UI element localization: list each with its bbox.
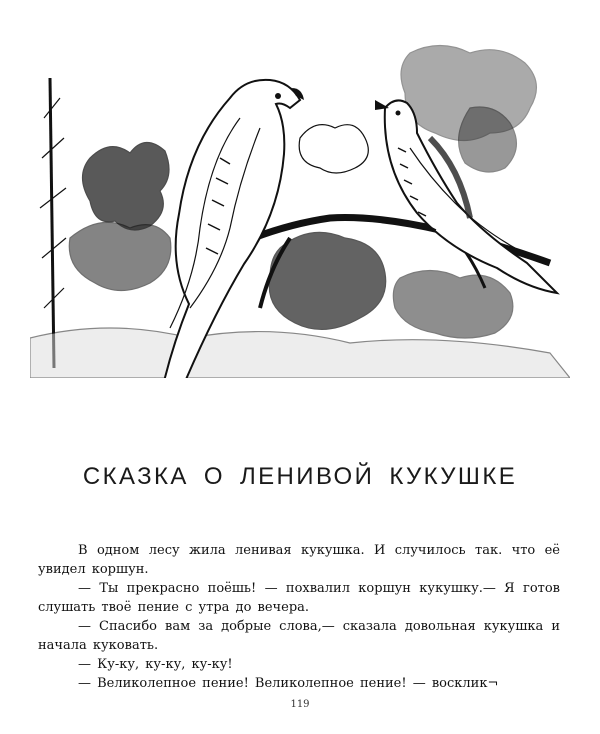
illustration: [30, 38, 570, 378]
paragraph: — Великолепное пение! Великолепное пение! — восклик¬: [78, 676, 499, 691]
page-number: 119: [290, 699, 310, 710]
story-title: СКАЗКА О ЛЕНИВОЙ КУКУШКЕ: [82, 463, 518, 490]
paragraph: — Ку-ку, ку-ку, ку-ку!: [78, 657, 233, 672]
paragraph: В одном лесу жила ленивая кукушка. И случилось так. что её увидел коршун.: [38, 543, 560, 577]
paragraph: — Ты прекрасно поёшь! — похвалил коршун кукушку.— Я готов слушать твоё пение с утра до вечера.: [38, 581, 560, 615]
hawk-and-cuckoo-drawing: [30, 38, 570, 378]
story-text: [38, 541, 560, 693]
paragraph: — Спасибо вам за добрые слова,— сказала довольная кукушка и начала куковать.: [38, 619, 560, 653]
